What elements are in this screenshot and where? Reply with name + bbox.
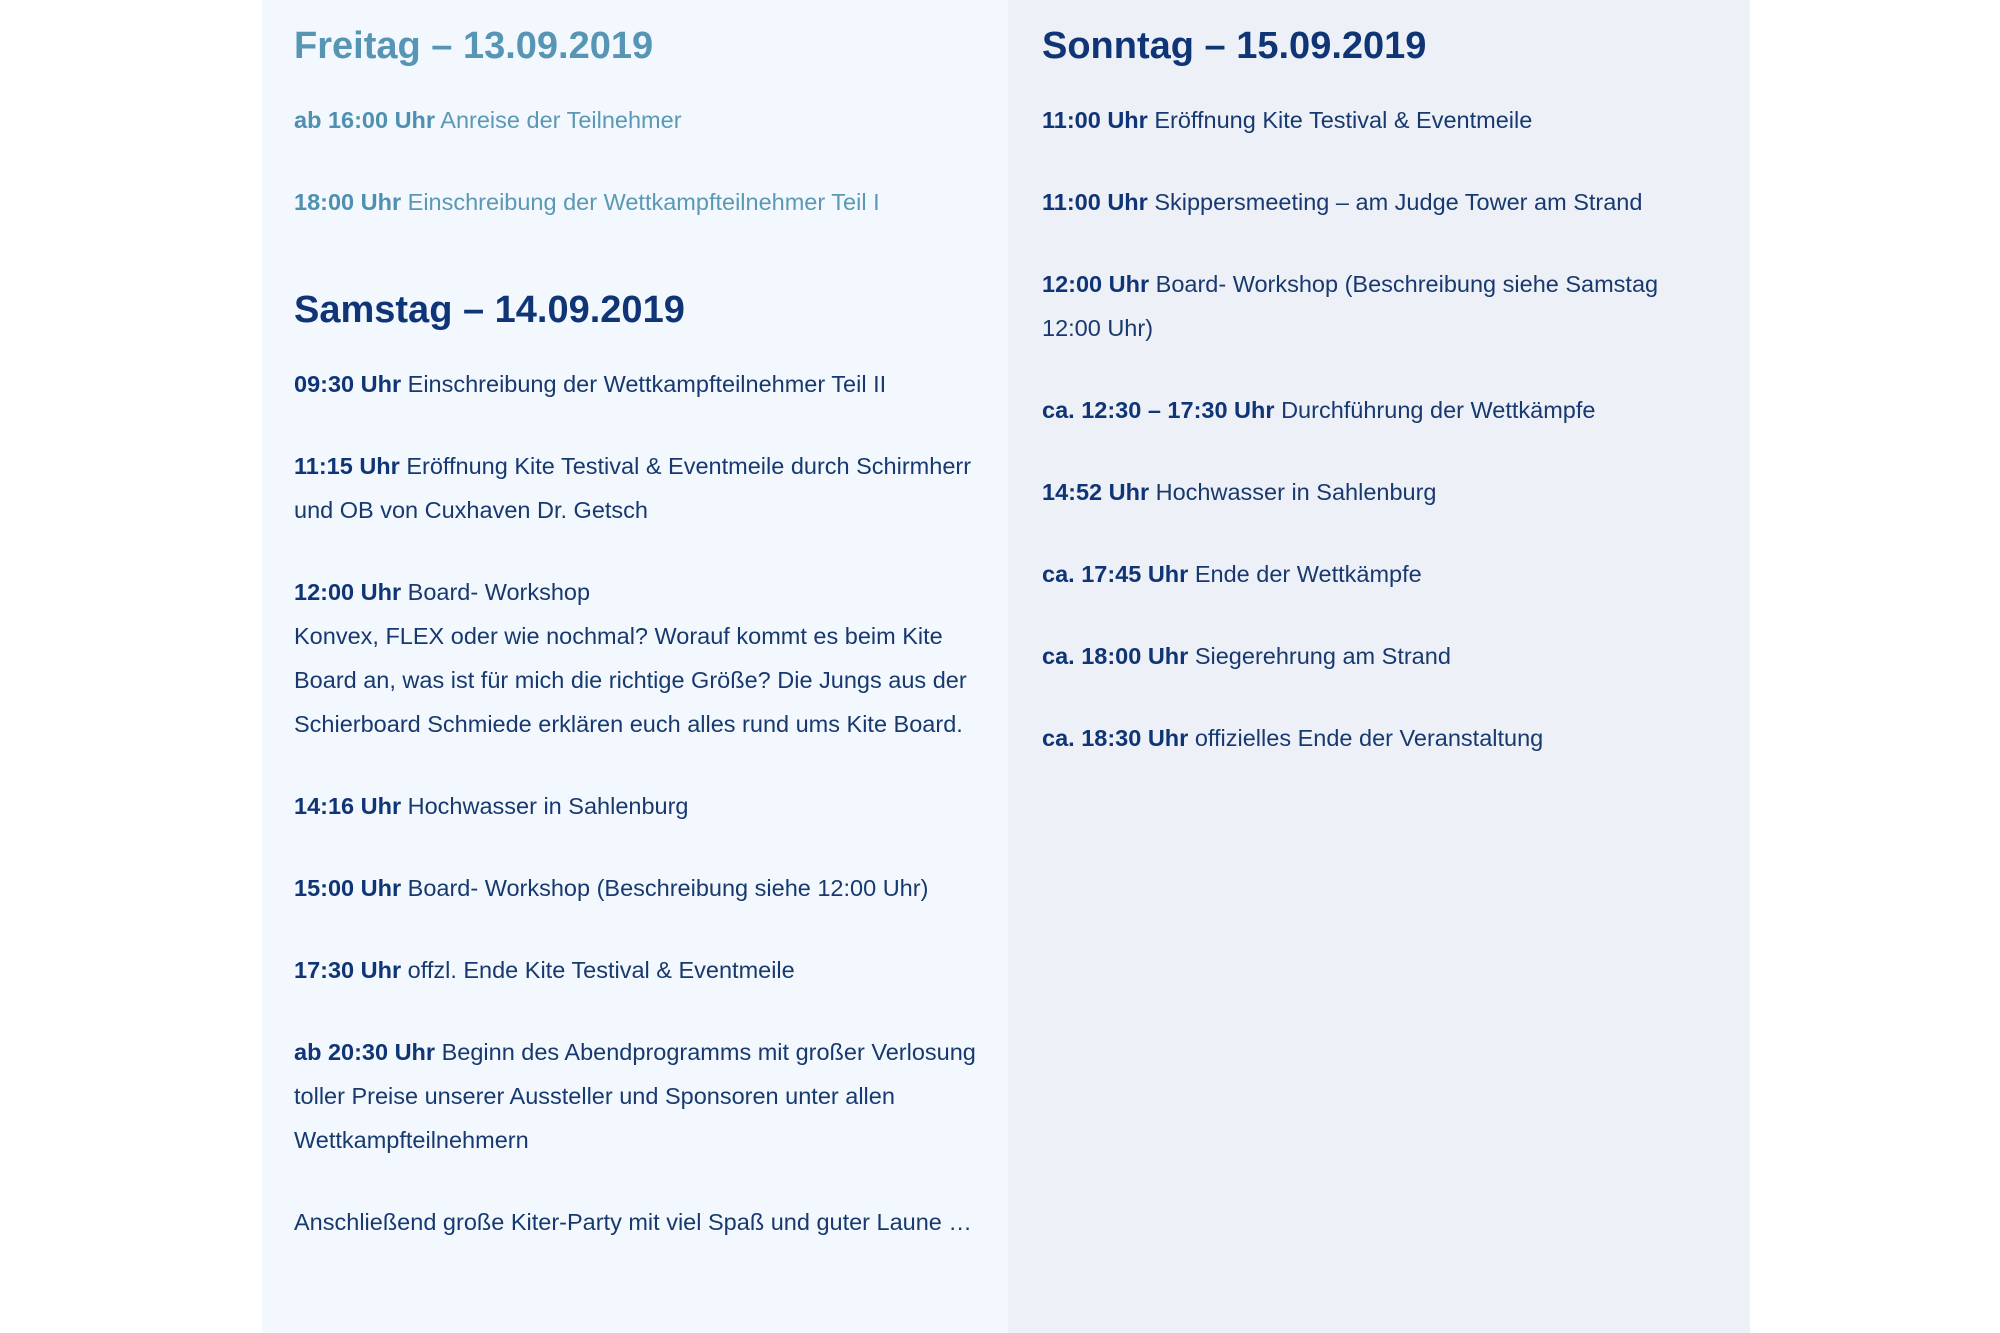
event-time: ca. 18:00 Uhr [1042, 643, 1189, 669]
event-text: Anschließend große Kiter-Party mit viel Spaß und guter Laune … [294, 1209, 972, 1235]
event-list-saturday [294, 362, 1008, 1244]
event-time: 14:16 Uhr [294, 793, 402, 819]
event-item [1042, 716, 1682, 760]
event-item [1042, 470, 1682, 514]
event-time: 14:52 Uhr [1042, 479, 1150, 505]
event-time: ab 20:30 Uhr [294, 1039, 436, 1065]
event-text: Ende der Wettkämpfe [1194, 561, 1422, 587]
event-item [1042, 552, 1682, 596]
event-text: Eröffnung Kite Testival & Eventmeile [1154, 107, 1533, 133]
event-text: offzl. Ende Kite Testival & Eventmeile [407, 957, 795, 983]
event-item [1042, 388, 1682, 432]
event-time: 17:30 Uhr [294, 957, 402, 983]
event-item [294, 784, 994, 828]
event-text: Board- Workshop (Beschreibung siehe 12:00 Uhr) [407, 875, 929, 901]
event-time: ca. 17:45 Uhr [1042, 561, 1189, 587]
event-time: ca. 12:30 – 17:30 Uhr [1042, 397, 1275, 423]
day-title-friday: Freitag – 13.09.2019 [294, 25, 654, 67]
event-item [294, 1200, 994, 1244]
event-time: 12:00 Uhr [1042, 271, 1150, 297]
event-item [294, 866, 994, 910]
event-item [294, 948, 994, 992]
day-spacer [294, 262, 1008, 286]
event-item [1042, 98, 1682, 142]
day-title-saturday: Samstag – 14.09.2019 [294, 289, 685, 331]
event-text: Hochwasser in Sahlenburg [1155, 479, 1437, 505]
event-text: Beginn des Abendprogramms mit großer Verlosung toller Preise unserer Aussteller und Sponsoren unter allen Wettkampfteilnehmern [294, 1039, 983, 1153]
event-item [1042, 262, 1682, 350]
event-time: 11:15 Uhr [294, 453, 400, 479]
event-time: ab 16:00 Uhr [294, 107, 436, 133]
event-list-sunday [1042, 98, 1750, 760]
event-item [294, 362, 994, 406]
event-list-friday [294, 98, 1008, 224]
event-text: offizielles Ende der Veranstaltung [1194, 725, 1544, 751]
event-text: Eröffnung Kite Testival & Eventmeile durch Schirmherr und OB von Cuxhaven Dr. Getsch [294, 453, 978, 523]
event-time: 12:00 Uhr [294, 579, 402, 605]
event-text: Siegerehrung am Strand [1194, 643, 1451, 669]
event-item [294, 1030, 994, 1162]
schedule-column-left [262, 0, 1008, 1333]
event-text: Board- Workshop Konvex, FLEX oder wie nochmal? Worauf kommt es beim Kite Board an, was ist für mich die richtige Größe? Die Jungs aus der Schierboard Schmiede erklären euch alles rund ums Kite Board. [294, 579, 967, 737]
event-time: 11:00 Uhr [1042, 107, 1148, 133]
event-text: Board- Workshop (Beschreibung siehe Samstag 12:00 Uhr) [1042, 271, 1665, 341]
event-time: 15:00 Uhr [294, 875, 402, 901]
event-text: Anreise der Teilnehmer [440, 107, 682, 133]
event-time: ca. 18:30 Uhr [1042, 725, 1189, 751]
event-text: Hochwasser in Sahlenburg [407, 793, 689, 819]
day-title-sunday: Sonntag – 15.09.2019 [1042, 25, 1427, 67]
event-time: 18:00 Uhr [294, 189, 402, 215]
schedule-column-right [1008, 0, 1750, 1333]
event-item [294, 98, 994, 142]
event-time: 09:30 Uhr [294, 371, 402, 397]
event-text: Einschreibung der Wettkampfteilnehmer Teil II [407, 371, 887, 397]
event-item [294, 570, 994, 746]
event-item [1042, 180, 1682, 224]
event-item [1042, 634, 1682, 678]
event-item [294, 444, 994, 532]
event-time: 11:00 Uhr [1042, 189, 1148, 215]
event-text: Skippersmeeting – am Judge Tower am Strand [1154, 189, 1643, 215]
event-text: Einschreibung der Wettkampfteilnehmer Teil I [407, 189, 880, 215]
event-item [294, 180, 994, 224]
event-text: Durchführung der Wettkämpfe [1281, 397, 1596, 423]
